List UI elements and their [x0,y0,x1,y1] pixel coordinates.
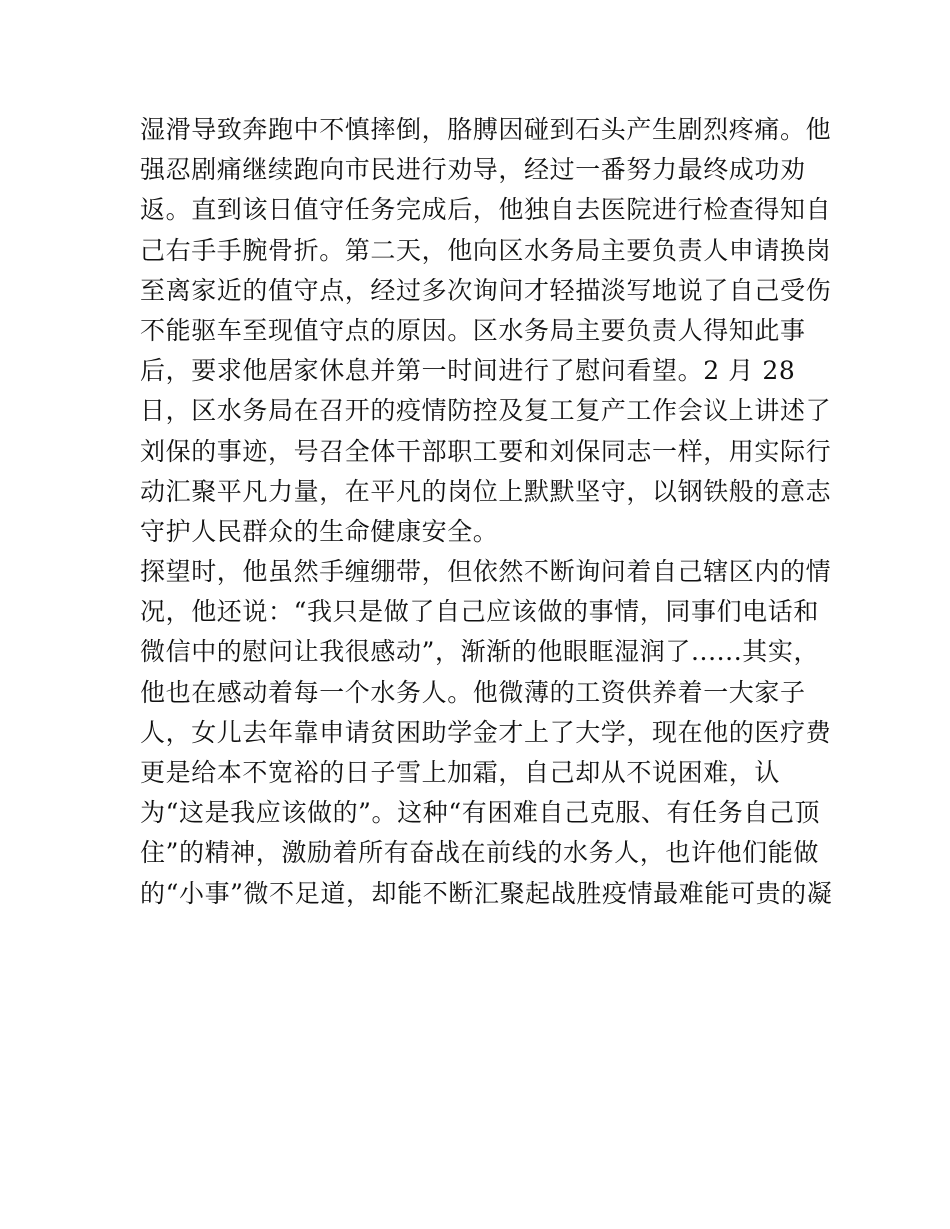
text-line: 刘保的事迹，号召全体干部职工要和刘保同志一样，用实际行 [140,436,832,466]
text-line: 守护人民群众的生命健康安全。 [140,516,499,546]
text-line: 的“小事”微不足道，却能不断汇聚起战胜疫情最难能可贵的凝 [140,878,833,908]
text-line: 己右手手腕骨折。第二天，他向区水务局主要负责人申请换岗 [140,235,832,265]
text-line: 强忍剧痛继续跑向市民进行劝导，经过一番努力最终成功劝 [140,155,806,185]
text-line: 不能驱车至现值守点的原因。区水务局主要负责人得知此事 [140,315,806,345]
text-line: 为“这是我应该做的”。这种“有困难自己克服、有任务自己顶 [140,798,821,828]
text-line: 日，区水务局在召开的疫情防控及复工复产工作会议上讲述了 [140,396,832,426]
text-line: 返。直到该日值守任务完成后，他独自去医院进行检查得知自 [140,195,832,225]
text-line: 人，女儿去年靠申请贫困助学金才上了大学，现在他的医疗费 [140,717,832,747]
text-line: 况，他还说：“我只是做了自己应该做的事情，同事们电话和 [140,597,819,627]
text-line: 后，要求他居家休息并第一时间进行了慰问看望。2 月 28 [140,356,796,386]
text-line: 至离家近的值守点，经过多次询问才轻描淡写地说了自己受伤 [140,275,832,305]
text-line: 湿滑导致奔跑中不慎摔倒，胳膊因碰到石头产生剧烈疼痛。他 [140,115,832,144]
text-line: 更是给本不宽裕的日子雪上加霜，自己却从不说困难，认 [140,758,781,787]
text-line: 微信中的慰问让我很感动”，渐渐的他眼眶湿润了......其实， [140,637,820,667]
text-line: 他也在感动着每一个水务人。他微薄的工资供养着一大家子 [140,677,806,707]
body-text [140,110,833,914]
text-line: 动汇聚平凡力量，在平凡的岗位上默默坚守，以钢铁般的意志 [140,476,832,506]
text-line: 住”的精神，激励着所有奋战在前线的水务人，也许他们能做 [140,838,819,868]
text-line: 探望时，他虽然手缠绷带，但依然不断询问着自己辖区内的情 [140,557,832,587]
